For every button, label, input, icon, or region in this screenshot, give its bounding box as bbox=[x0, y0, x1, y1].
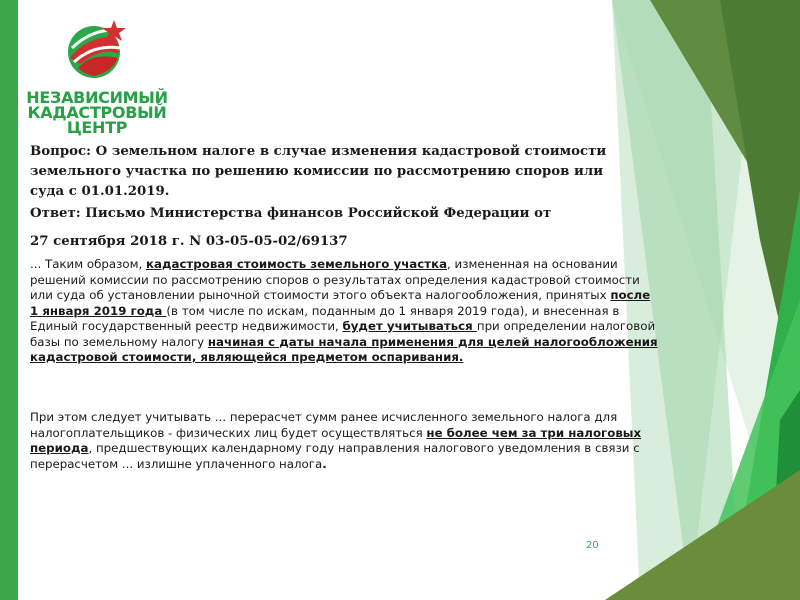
logo-line-2: КАДАСТРОВЫЙ bbox=[27, 103, 167, 122]
logo-line-1: НЕЗАВИСИМЫЙ bbox=[26, 88, 168, 107]
text-segment: , предшествующих календарному году направления налогового уведомления в связи с перерасчетом ... излишне уплаченного налога bbox=[30, 441, 640, 471]
final-period: . bbox=[322, 456, 327, 471]
logo-emblem-icon bbox=[64, 18, 130, 80]
question-text: Вопрос: О земельном налоге в случае изменения кадастровой стоимости земельного участка по решению комиссии по рассмотрению споров или суда с 01.01.2019. bbox=[30, 144, 607, 199]
company-logo bbox=[22, 18, 172, 138]
page-number: 20 bbox=[586, 540, 599, 551]
emphasis-after-date: после 1 января 2019 года bbox=[30, 288, 651, 318]
text-segment: , измененная на основании решений комиссии по рассмотрению споров о результатах определения кадастровой стоимости или суда об установлении рыночной стоимости этого объекта налогообложения, принятых bbox=[30, 257, 640, 302]
answer-heading-line-2: 27 сентября 2018 г. N 03-05-05-02/69137 bbox=[30, 234, 348, 249]
answer-paragraph-2 bbox=[30, 410, 662, 472]
logo-line-3: ЦЕНТР bbox=[66, 118, 128, 137]
logo-text bbox=[22, 90, 172, 135]
emphasis-cadastral-value: кадастровая стоимость земельного участка bbox=[145, 257, 448, 271]
emphasis-will-be-counted: будет учитываться bbox=[342, 319, 477, 333]
text-segment: ... Таким образом, bbox=[30, 257, 146, 271]
text-segment: (в том числе по искам, поданным до 1 января 2019 года), и внесенная в Единый государственный реестр недвижимости, bbox=[30, 303, 620, 333]
emphasis-start-date: начиная с даты начала применения для целей налогообложения кадастровой стоимости, являющейся предметом оспаривания. bbox=[30, 334, 658, 364]
emphasis-three-periods: не более чем за три налоговых периода bbox=[30, 425, 642, 455]
answer-heading-line-1: Ответ: Письмо Министерства финансов Российской Федерации от bbox=[30, 206, 552, 221]
answer-paragraph-1 bbox=[30, 257, 662, 366]
text-segment: при определении налоговой базы по земельному налогу bbox=[30, 319, 656, 349]
text-segment: При этом следует учитывать ... перерасчет сумм ранее исчисленного земельного налога для налогоплательщиков - физических лиц будет осуществляться bbox=[30, 410, 618, 440]
